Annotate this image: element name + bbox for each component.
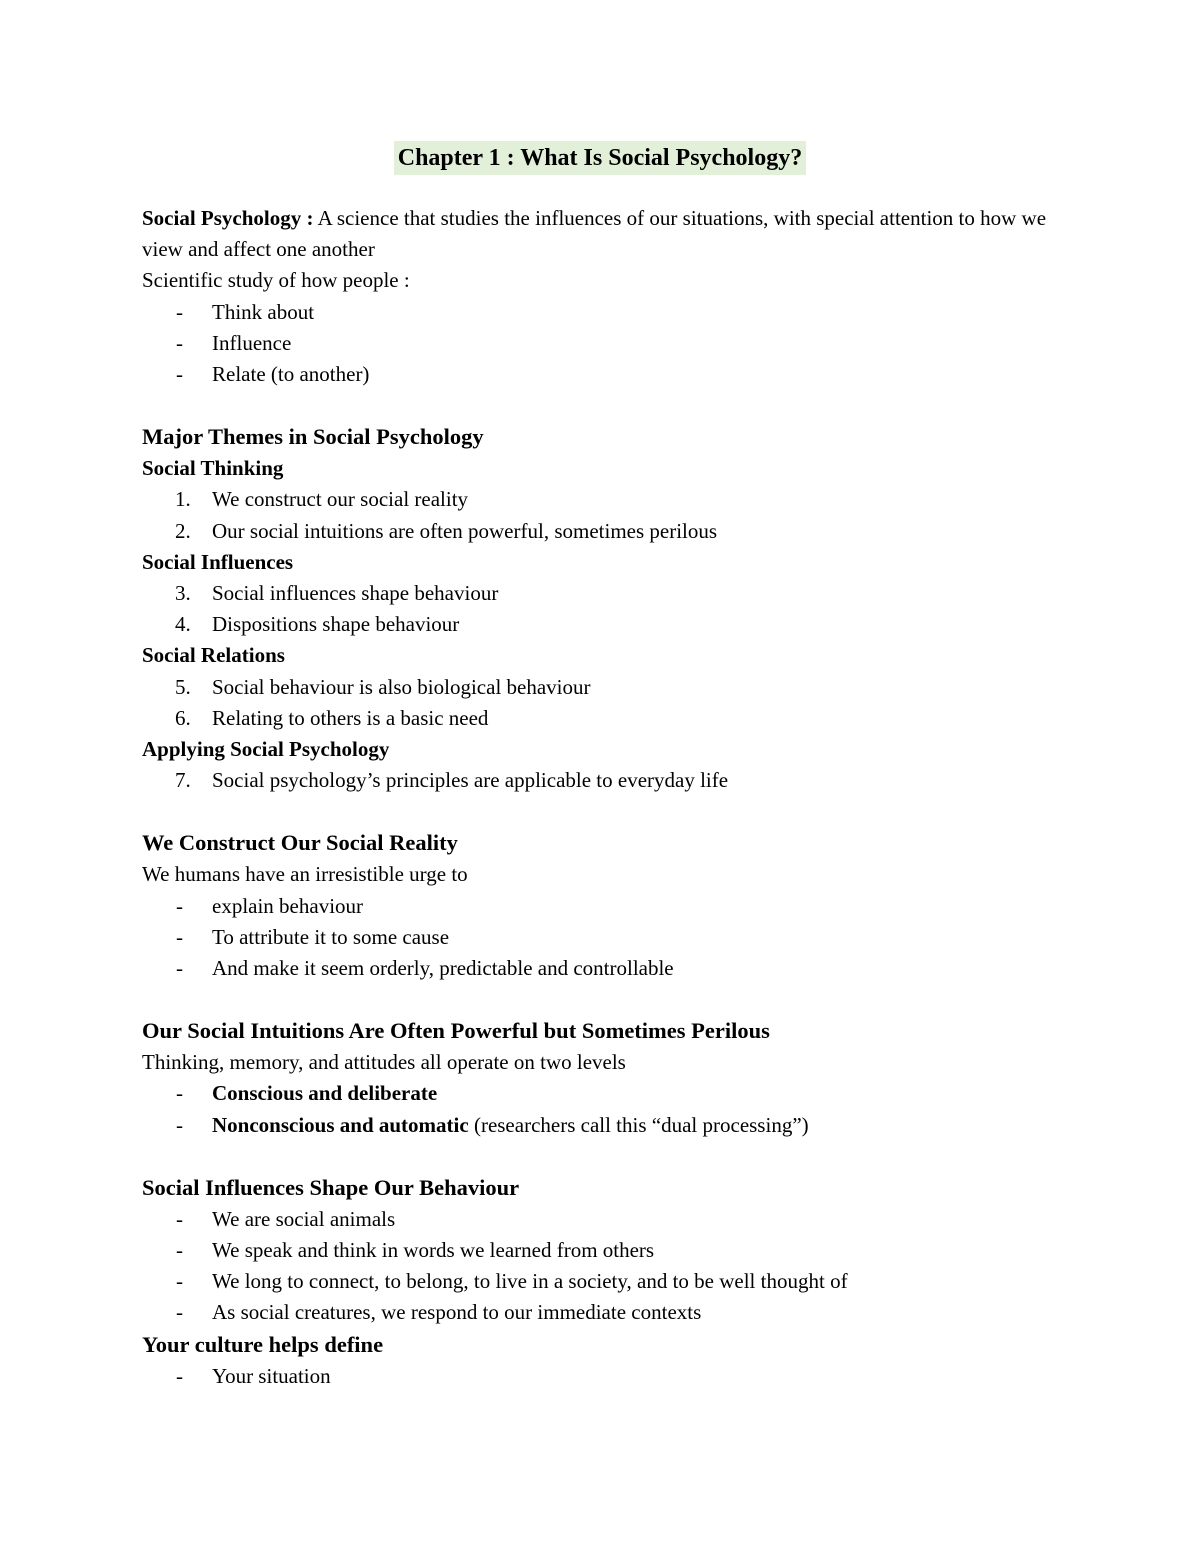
list-item-text: Social behaviour is also biological behaviour [212,674,591,699]
section-heading-construct-reality: We Construct Our Social Reality [142,830,458,856]
list-item-text: We speak and think in words we learned from others [212,1238,655,1263]
list-item [142,953,1072,984]
list-number: 4. [175,612,191,637]
list-item-text: And make it seem orderly, predictable and controllable [212,956,674,981]
bullet-dash: - [176,956,183,981]
list-item-text: Our social intuitions are often powerful, sometimes perilous [212,518,718,543]
bullet-dash: - [176,1206,183,1231]
numbered-list [142,484,1072,546]
title-block [0,141,1200,175]
list-item [142,891,1072,922]
section-heading-intuitions: Our Social Intuitions Are Often Powerful but Sometimes Perilous [142,1018,770,1044]
subheading-applying-social-psychology: Applying Social Psychology [142,737,390,762]
list-item-text: Influence [212,330,292,355]
section-lead: Thinking, memory, and attitudes all operate on two levels [142,1050,626,1075]
subheading-social-thinking: Social Thinking [142,456,284,481]
list-number: 1. [175,487,191,512]
list-item-text: Social psychology’s principles are applicable to everyday life [212,768,729,793]
list-item-text: As social creatures, we respond to our immediate contexts [212,1300,702,1325]
list-item-text: explain behaviour [212,893,364,918]
list-item [142,1078,1072,1109]
list-item [142,359,1072,390]
bullet-dash: - [176,893,183,918]
bullet-dash: - [176,330,183,355]
list-item [142,1204,1072,1235]
list-item-text: (researchers call this “dual processing”) [468,1112,809,1137]
list-item [142,1266,1072,1297]
subheading-social-relations: Social Relations [142,643,285,668]
list-item-text: We long to connect, to belong, to live in a society, and to be well thought of [212,1269,848,1294]
list-number: 5. [175,674,191,699]
definition-paragraph [142,203,1072,265]
bullet-list [142,891,1072,985]
list-number: 7. [175,768,191,793]
list-item-bold-text: Nonconscious and automatic [212,1112,469,1137]
list-item [142,578,1072,609]
bullet-dash: - [176,1112,183,1137]
section-lead: We humans have an irresistible urge to [142,862,468,887]
study-list [142,297,1072,391]
bullet-dash: - [176,362,183,387]
list-number: 3. [175,581,191,606]
subheading-social-influences: Social Influences [142,549,294,574]
numbered-list [142,765,1072,796]
list-item [142,484,1072,515]
list-item-text: Relate (to another) [212,362,370,387]
list-item-text: Relating to others is a basic need [212,705,489,730]
list-item [142,516,1072,547]
list-item [142,1361,1072,1392]
numbered-list [142,578,1072,640]
bullet-dash: - [176,1081,183,1106]
list-item-text: We construct our social reality [212,487,469,512]
bullet-dash: - [176,1238,183,1263]
numbered-list [142,672,1072,734]
list-item-text: Think about [212,299,315,324]
list-item [142,672,1072,703]
bullet-list [142,1078,1072,1140]
bullet-dash: - [176,1363,183,1388]
bullet-dash: - [176,1300,183,1325]
list-item-text: Social influences shape behaviour [212,581,499,606]
bullet-list [142,1361,1072,1392]
list-item-text: Your situation [212,1363,331,1388]
list-item [142,297,1072,328]
list-number: 6. [175,705,191,730]
list-item-text: We are social animals [212,1206,396,1231]
bullet-dash: - [176,1269,183,1294]
definition-term: Social Psychology : [142,206,314,230]
list-item-text: Dispositions shape behaviour [212,612,460,637]
list-item [142,1110,1072,1141]
definition-text: A science that studies the influences of our situations, with special attention to how we view and affect one another [142,206,1047,262]
list-item [142,1297,1072,1328]
section-heading-social-influences: Social Influences Shape Our Behaviour [142,1174,520,1200]
bullet-dash: - [176,299,183,324]
list-item [142,328,1072,359]
list-item [142,922,1072,953]
list-number: 2. [175,518,191,543]
section-heading-major-themes: Major Themes in Social Psychology [142,424,484,450]
list-item-text: To attribute it to some cause [212,924,450,949]
bullet-list [142,1204,1072,1329]
study-line: Scientific study of how people : [142,268,410,293]
section-heading-culture: Your culture helps define [142,1331,384,1357]
page-title: Chapter 1 : What Is Social Psychology? [394,141,806,175]
bullet-dash: - [176,924,183,949]
list-item-text: Conscious and deliberate [212,1081,438,1106]
list-item [142,609,1072,640]
list-item [142,765,1072,796]
list-item [142,703,1072,734]
document-body [142,203,1072,1392]
list-item [142,1235,1072,1266]
